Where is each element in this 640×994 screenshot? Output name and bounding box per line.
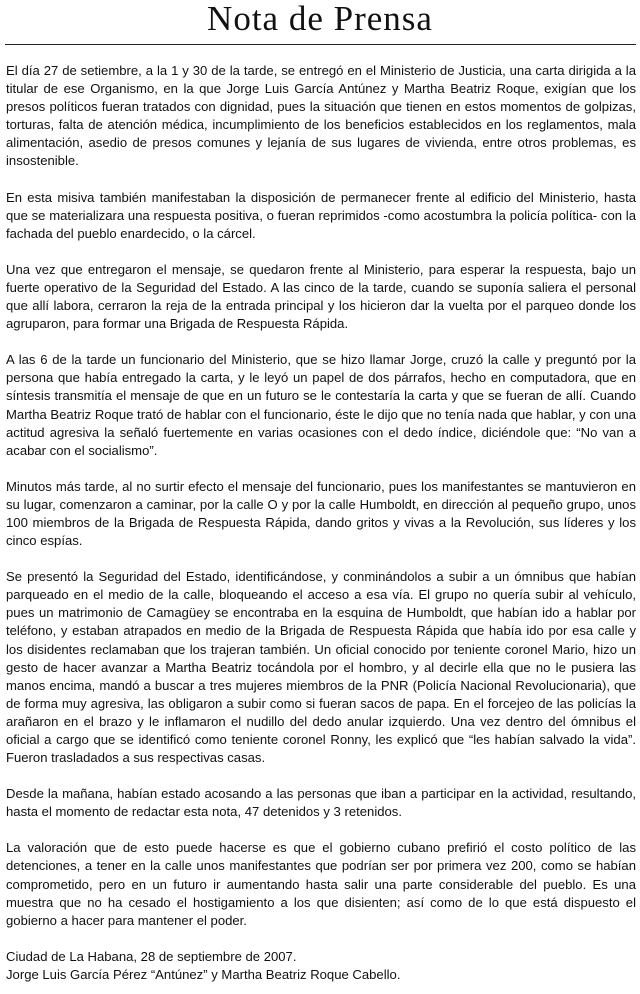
paragraph-1: El día 27 de setiembre, a la 1 y 30 de la tarde, se entregó en el Ministerio de Justicia, una carta dirigida a la titular de ese Organismo, en la que Jorge Luis García Antúnez y Martha Beatriz Roque, exigían que los presos políticos fueran tratados con dignidad, pues la situación que tienen en estos momentos de golpizas, torturas, falta de atención médica, incumplimiento de los beneficios establecidos en los reglamentos, mala alimentación, asedio de presos comunes y lejanía de sus lugares de vivienda, entre otros problemas, es insostenible. — [6, 63, 636, 169]
paragraph-8: La valoración que de esto puede hacerse es que el gobierno cubano prefirió el costo político de las detenciones, a tener en la calle unos manifestantes que podrían ser por primera vez 200, como se habían comprometido, pero en un futuro ir aumentando hasta salir una parte considerable del pueblo. Es una muestra que no ha cesado el hostigamiento a los que disienten; así como de lo que está dispuesto el gobierno a hacer para mantener el poder. — [6, 840, 636, 928]
paragraph-3: Una vez que entregaron el mensaje, se quedaron frente al Ministerio, para esperar la respuesta, bajo un fuerte operativo de la Seguridad del Estado. A las cinco de la tarde, cuando se suponía saliera el personal que allí labora, cerraron la reja de la entrada principal y los hicieron dar la vuelta por el parqueo donde los agruparon, para formar una Brigada de Respuesta Rápida. — [6, 261, 636, 332]
page-title: Nota de Prensa — [207, 0, 433, 38]
paragraph-7: Desde la mañana, habían estado acosando a las personas que iban a participar en la actividad, resultando, hasta el momento de redactar esta nota, 47 detenidos y 3 retenidos. — [6, 786, 636, 820]
place-date: Ciudad de La Habana, 28 de septiembre de 2007. — [6, 948, 297, 964]
authors: Jorge Luis García Pérez “Antúnez” y Martha Beatriz Roque Cabello. — [6, 966, 401, 982]
paragraph-6: Se presentó la Seguridad del Estado, identificándose, y conminándolos a subir a un ómnibus que habían parqueado en el medio de la calle, bloqueando el acceso a esa vía. El grupo no quería subir al vehículo, pues un matrimonio de Camagüey se encontraba en la esquina de Humboldt, que habían ido a hablar por teléfono, y estaban atrapados en medio de la Brigada de Respuesta Rápida que había ido por esa calle y los disidentes reclamaban que los trajeran también. Un oficial conocido por teniente coronel Mario, hizo un gesto de hacer avanzar a Martha Beatriz tocándola por el hombro, y al decirle ella que no le pusiera las manos encima, mandó a buscar a tres mujeres miembros de la PNR (Policía Nacional Revolucionaria), que de forma muy agresiva, las obligaron a subir como si fueran sacos de papa. En el forcejeo de las policías la arañaron en el brazo y le inflamaron el nudillo del dedo anular izquierdo. Una vez dentro del ómnibus el oficial a cargo que se identificó como teniente coronel Ronny, les explicó que “les habían salvado la vida”. Fueron trasladados a sus respectivas casas. — [6, 569, 636, 766]
paragraph-5: Minutos más tarde, al no surtir efecto el mensaje del funcionario, pues los manifestantes se mantuvieron en su lugar, comenzaron a caminar, por la calle O y por la calle Humboldt, en dirección al pequeño grupo, unos 100 miembros de la Brigada de Respuesta Rápida, dando gritos y vivas a la Revolución, sus líderes y los cinco espías. — [6, 478, 636, 549]
paragraph-4: A las 6 de la tarde un funcionario del Ministerio, que se hizo llamar Jorge, cruzó la calle y preguntó por la persona que había entregado la carta, y le leyó un papel de dos párrafos, hecho en computadora, que en síntesis transmitía el mensaje de que en un futuro se le contestaría la carta y que se fueran de allí. Cuando Martha Beatriz Roque trató de hablar con el funcionario, éste le dijo que no tenía nada que hablar, y con una actitud agresiva la señaló fuertemente en varias ocasiones con el dedo índice, diciéndole que: “No van a acabar con el socialismo”. — [6, 352, 636, 458]
signature-block — [6, 948, 636, 984]
paragraph-2: En esta misiva también manifestaban la disposición de permanecer frente al edificio del Ministerio, hasta que se materializara una respuesta positiva, o fueran reprimidos -como acostumbra la policía política- con la fachada del pueblo enardecido, o la cárcel. — [6, 189, 636, 241]
title-divider — [5, 44, 636, 45]
press-release-body — [6, 62, 636, 984]
